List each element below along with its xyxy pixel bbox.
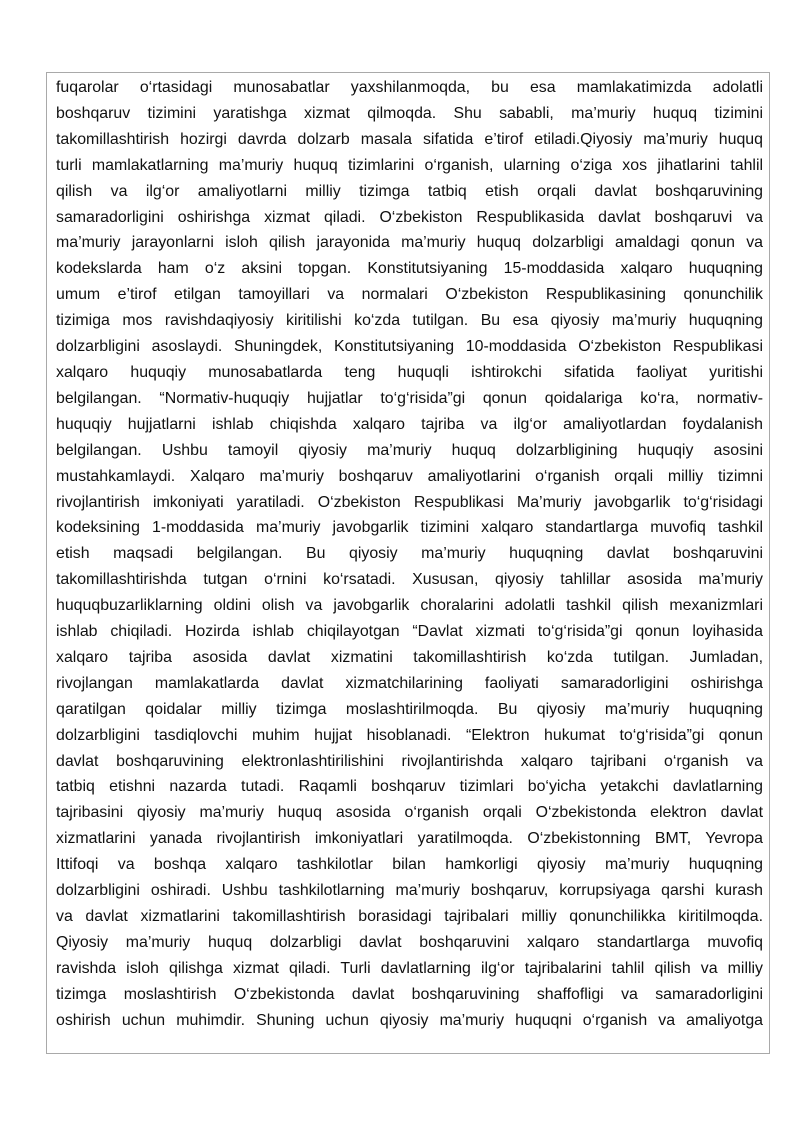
text-line: huquqiy hujjatlarni ishlab chiqishda xalqaro tajriba va ilg‘or amaliyotlardan foydalanish	[56, 415, 763, 433]
text-line: dolzarbligini asoslaydi. Shuningdek, Konstitutsiyaning 10-moddasida O‘zbekiston Respublikasi	[56, 338, 763, 356]
text-line: xalqaro tajriba asosida davlat xizmatini takomillashtirish ko‘zda tutilgan. Jumladan,	[56, 648, 763, 666]
text-line: Ittifoqi va boshqa xalqaro tashkilotlar bilan hamkorligi qiyosiy ma’muriy huquqning	[56, 856, 763, 874]
text-line: Qiyosiy ma’muriy huquq dolzarbligi davlat boshqaruvini xalqaro standartlarga muvofiq	[56, 933, 763, 951]
text-line: etish maqsadi belgilangan. Bu qiyosiy ma’muriy huquqning davlat boshqaruvini	[56, 545, 763, 563]
text-line: ravishda isloh qilishga xizmat qiladi. Turli davlatlarning ilg‘or tajribalarini tahlil qilish va milliy	[56, 959, 763, 977]
text-line: tizimga moslashtirish O‘zbekistonda davlat boshqaruvining shaffofligi va samaradorligini	[56, 985, 763, 1003]
text-line: takomillashtirishda tutgan o‘rnini ko‘rsatadi. Xususan, qiyosiy tahlillar asosida ma’muriy	[56, 571, 763, 589]
text-line: turli mamlakatlarning ma’muriy huquq tizimlarini o‘rganish, ularning o‘ziga xos jihatlarini tahlil	[56, 156, 763, 174]
text-line: qilish va ilg‘or amaliyotlarni milliy tizimga tatbiq etish orqali davlat boshqaruvining	[56, 182, 763, 200]
text-line: ishlab chiqiladi. Hozirda ishlab chiqilayotgan “Davlat xizmati to‘g‘risida”gi qonun loyihasida	[56, 623, 763, 641]
text-line: huquqbuzarliklarning oldini olish va javobgarlik choralarini adolatli tashkil qilish mexanizmlari	[56, 597, 763, 615]
text-line: belgilangan. “Normativ-huquqiy hujjatlar to‘g‘risida”gi qonun qoidalariga ko‘ra, normativ-	[56, 389, 763, 407]
text-line: davlat boshqaruvining elektronlashtirilishini rivojlantirishda xalqaro tajribani o‘rganish va	[56, 752, 763, 770]
text-line: mustahkamlaydi. Xalqaro ma’muriy boshqaruv amaliyotlarini o‘rganish orqali milliy tizimni	[56, 467, 763, 485]
text-line: tajribasini qiyosiy ma’muriy huquq asosida o‘rganish orqali O‘zbekistonda elektron davlat	[56, 804, 763, 822]
text-line: fuqarolar o‘rtasidagi munosabatlar yaxshilanmoqda, bu esa mamlakatimizda adolatli	[56, 79, 763, 96]
text-line: kodeksining 1-moddasida ma’muriy javobgarlik tizimini xalqaro standartlarga muvofiq tashkil	[56, 519, 763, 537]
body-paragraph	[47, 73, 769, 1034]
text-line: tatbiq etishni nazarda tutadi. Raqamli boshqaruv tizimlari bo‘yicha yetakchi davlatlarning	[56, 778, 763, 796]
text-line: oshirish uchun muhimdir. Shuning uchun qiyosiy ma’muriy huquqni o‘rganish va amaliyotga	[56, 1011, 763, 1029]
text-line: ma’muriy jarayonlarni isloh qilish jarayonida ma’muriy huquq dolzarbligi amaldagi qonun va	[56, 234, 763, 252]
text-line: takomillashtirish hozirgi davrda dolzarb masala sifatida e’tirof etiladi.Qiyosiy ma’muriy huquq	[56, 130, 763, 148]
text-line: umum e’tirof etilgan tamoyillari va normalari O‘zbekiston Respublikasining qonunchilik	[56, 286, 763, 304]
text-line: qaratilgan qoidalar milliy tizimga moslashtirilmoqda. Bu qiyosiy ma’muriy huquqning	[56, 700, 763, 718]
text-line: kodekslarda ham o‘z aksini topgan. Konstitutsiyaning 15-moddasida xalqaro huquqning	[56, 260, 763, 278]
text-line: tizimiga mos ravishdaqiyosiy kiritilishi ko‘zda tutilgan. Bu esa qiyosiy ma’muriy huquqning	[56, 312, 763, 330]
text-line: dolzarbligini oshiradi. Ushbu tashkilotlarning ma’muriy boshqaruv, korrupsiyaga qarshi kurash	[56, 882, 763, 900]
text-line: samaradorligini oshirishga xizmat qiladi. O‘zbekiston Respublikasida davlat boshqaruvi va	[56, 208, 763, 226]
text-line: va davlat xizmatlarini takomillashtirish borasidagi tajribalari milliy qonunchilikka kiritilmoqda.	[56, 908, 763, 925]
text-line: belgilangan. Ushbu tamoyil qiyosiy ma’muriy huquq dolzarbligining huquqiy asosini	[56, 441, 763, 459]
text-line: boshqaruv tizimini yaratishga xizmat qilmoqda. Shu sababli, ma’muriy huquq tizimini	[56, 104, 763, 122]
text-line: rivojlantirish imkoniyati yaratiladi. O‘zbekiston Respublikasi Ma’muriy javobgarlik to‘g‘risidagi	[56, 493, 763, 511]
text-line: dolzarbligini tasdiqlovchi muhim hujjat hisoblanadi. “Elektron hukumat to‘g‘risida”gi qonun	[56, 726, 763, 744]
text-line: xalqaro huquqiy munosabatlarda teng huquqli ishtirokchi sifatida faoliyat yuritishi	[56, 363, 763, 381]
text-line: xizmatlarini yanada rivojlantirish imkoniyatlari yaratilmoqda. O‘zbekistonning BMT, Yevropa	[56, 830, 763, 848]
text-line: rivojlangan mamlakatlarda davlat xizmatchilarining faoliyati samaradorligini oshirishga	[56, 674, 763, 692]
page-text-frame	[46, 72, 770, 1054]
